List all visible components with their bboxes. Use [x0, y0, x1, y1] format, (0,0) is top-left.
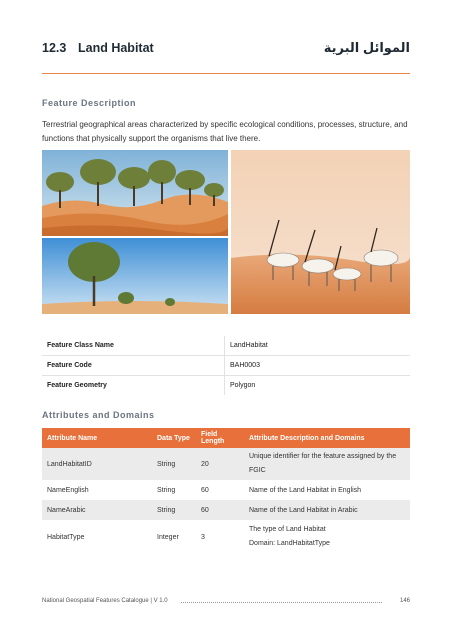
table-row [42, 356, 410, 376]
attr-description: Name of the Land Habitat in Arabic [244, 500, 410, 520]
attr-type: String [152, 500, 196, 520]
attributes-heading: Attributes and Domains [42, 410, 155, 420]
attr-length: 60 [196, 500, 244, 520]
attr-description [244, 448, 410, 480]
table-row [42, 336, 410, 356]
col-attribute-name: Attribute Name [42, 428, 152, 448]
col-description: Attribute Description and Domains [244, 428, 410, 448]
attr-length: 20 [196, 448, 244, 480]
attr-name: HabitatType [47, 533, 85, 541]
footer-title: National Geospatial Features Catalogue | V 1.0 [42, 598, 168, 604]
attr-description-line: Unique identifier for the feature assigned by the [249, 453, 397, 460]
attr-description-line: FGIC [249, 467, 266, 474]
feature-code-value: BAH0003 [225, 356, 411, 376]
section-title: Land Habitat [78, 41, 154, 55]
attr-description-line: The type of Land Habitat [249, 526, 326, 533]
feature-class-name-value: LandHabitat [225, 336, 411, 356]
feature-class-name-label: Feature Class Name [42, 336, 225, 356]
table-row [42, 448, 410, 480]
attr-type: String [157, 486, 176, 494]
attr-type: String [152, 448, 196, 480]
table-header-row [42, 428, 410, 448]
attr-description: Name of the Land Habitat in English [249, 486, 362, 494]
table-row [42, 520, 410, 554]
attributes-table [42, 428, 410, 554]
attr-description-line: Domain: LandHabitatType [249, 540, 330, 547]
feature-description-heading: Feature Description [42, 98, 137, 108]
table-row [42, 480, 410, 500]
header-divider [42, 73, 410, 74]
feature-geometry-label: Feature Geometry [42, 376, 225, 396]
footer-dot-leader [181, 602, 382, 603]
attr-length: 3 [201, 533, 205, 541]
table-row [42, 376, 410, 396]
feature-description-text: Terrestrial geographical areas characterized by specific ecological conditions, processes, structure, and functions that physically support the organisms that live there. [42, 120, 408, 143]
section-number: 12.3 [42, 41, 67, 55]
feature-code-label: Feature Code [42, 356, 225, 376]
attr-name: NameArabic [42, 500, 152, 520]
feature-geometry-value: Polygon [230, 382, 256, 389]
attr-description [244, 520, 410, 554]
table-row [42, 500, 410, 520]
attr-length: 60 [201, 486, 209, 494]
habitat-photo-collage [42, 150, 410, 314]
section-header [42, 38, 410, 60]
oryx-desert-photo [231, 150, 410, 314]
feature-class-table [42, 336, 410, 395]
col-data-type: Data Type [152, 428, 196, 448]
attr-type: Integer [157, 533, 179, 541]
section-title-arabic: الموائل البرية [323, 40, 410, 55]
page-number: 146 [399, 598, 410, 604]
attr-name: LandHabitatID [42, 448, 152, 480]
attr-name: NameEnglish [47, 486, 89, 494]
page-footer [42, 598, 410, 608]
lone-tree-photo [42, 238, 228, 314]
desert-trees-photo [42, 150, 228, 236]
col-field-length: Field Length [196, 428, 244, 448]
